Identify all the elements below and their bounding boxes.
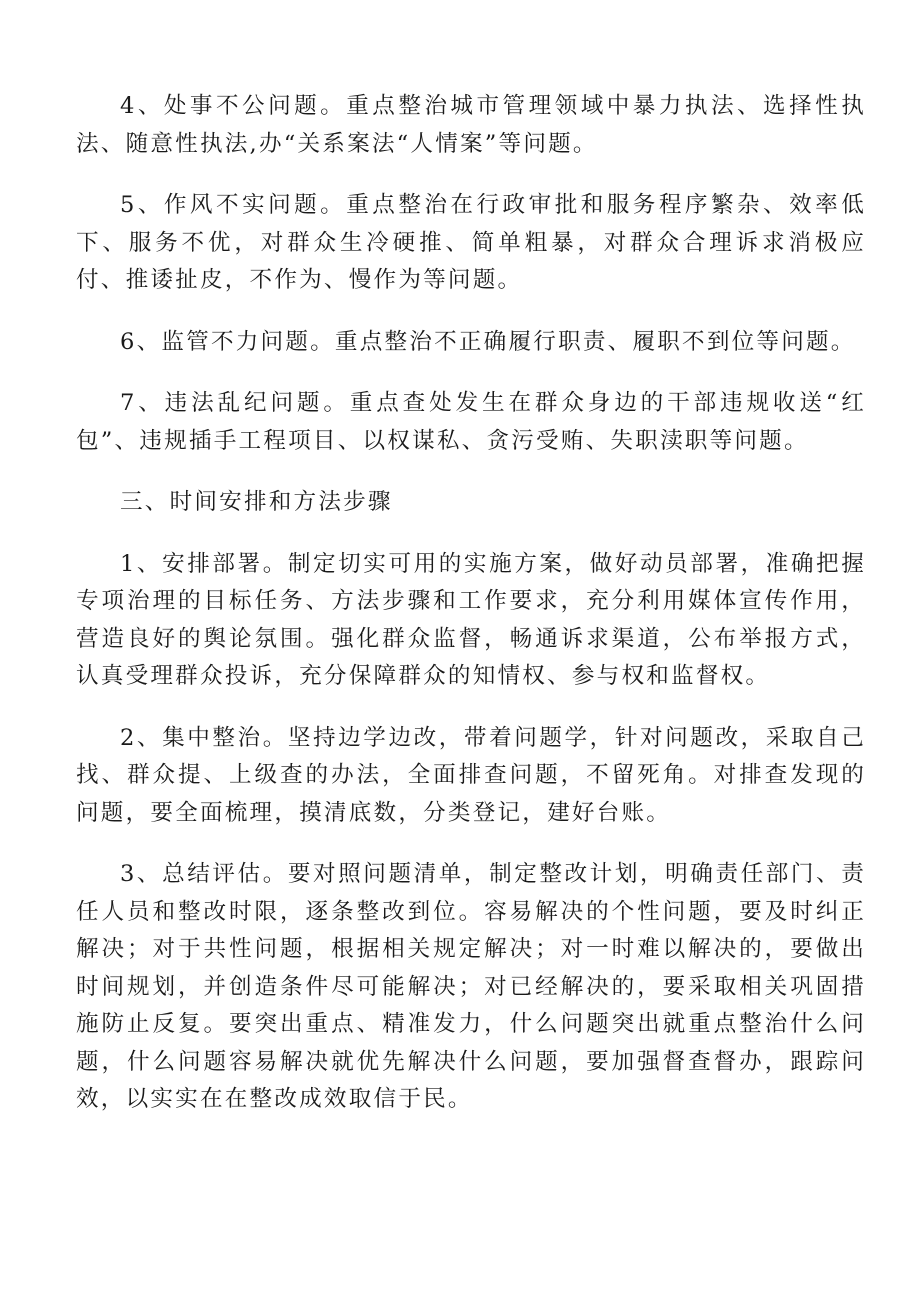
section-heading: 三、时间安排和方法步骤 <box>120 489 393 515</box>
step-paragraph-3: 3、总结评估。要对照问题清单，制定整改计划，明确责任部门、责任人员和整改时限，逐条整改到位。容易解决的个性问题，要及时纠正解决；对于共性问题，根据相关规定解决；对一时难以解决的，要做出时间规划，并创造条件尽可能解决；对已经解决的，要采取相关巩固措施防止反复。要突出重点、精准发力，什么问题突出就重点整治什么问题，什么问题容易解决就优先解决什么问题，要加强督查督办，跟踪问效，以实实在在整改成效取信于民。 <box>76 861 866 1112</box>
paragraph-item-5: 5、作风不实问题。重点整治在行政审批和服务程序繁杂、效率低下、服务不优，对群众生冷硬推、简单粗暴，对群众合理诉求消极应付、推诿扯皮，不作为、慢作为等问题。 <box>76 192 866 293</box>
paragraph-item-4: 4、处事不公问题。重点整治城市管理领域中暴力执法、选择性执法、随意性执法,办“关系案法“人情案”等问题。 <box>76 93 866 157</box>
paragraph-item-6: 6、监管不力问题。重点整治不正确履行职责、履职不到位等问题。 <box>120 328 856 355</box>
step-paragraph-2: 2、集中整治。坚持边学边改，带着问题学，针对问题改，采取自己找、群众提、上级查的办法，全面排查问题，不留死角。对排查发现的问题，要全面梳理，摸清底数，分类登记，建好台账。 <box>76 724 866 826</box>
paragraph-item-7: 7、违法乱纪问题。重点查处发生在群众身边的干部违规收送“红包”、违规插手工程项目、以权谋私、贪污受贿、失职渎职等问题。 <box>76 390 866 454</box>
step-paragraph-1: 1、安排部署。制定切实可用的实施方案，做好动员部署，准确把握专项治理的目标任务、方法步骤和工作要求，充分利用媒体宣传作用，营造良好的舆论氛围。强化群众监督，畅通诉求渠道，公布举报方式，认真受理群众投诉，充分保障群众的知情权、参与权和监督权。 <box>76 550 866 689</box>
document-body <box>76 88 866 1143</box>
